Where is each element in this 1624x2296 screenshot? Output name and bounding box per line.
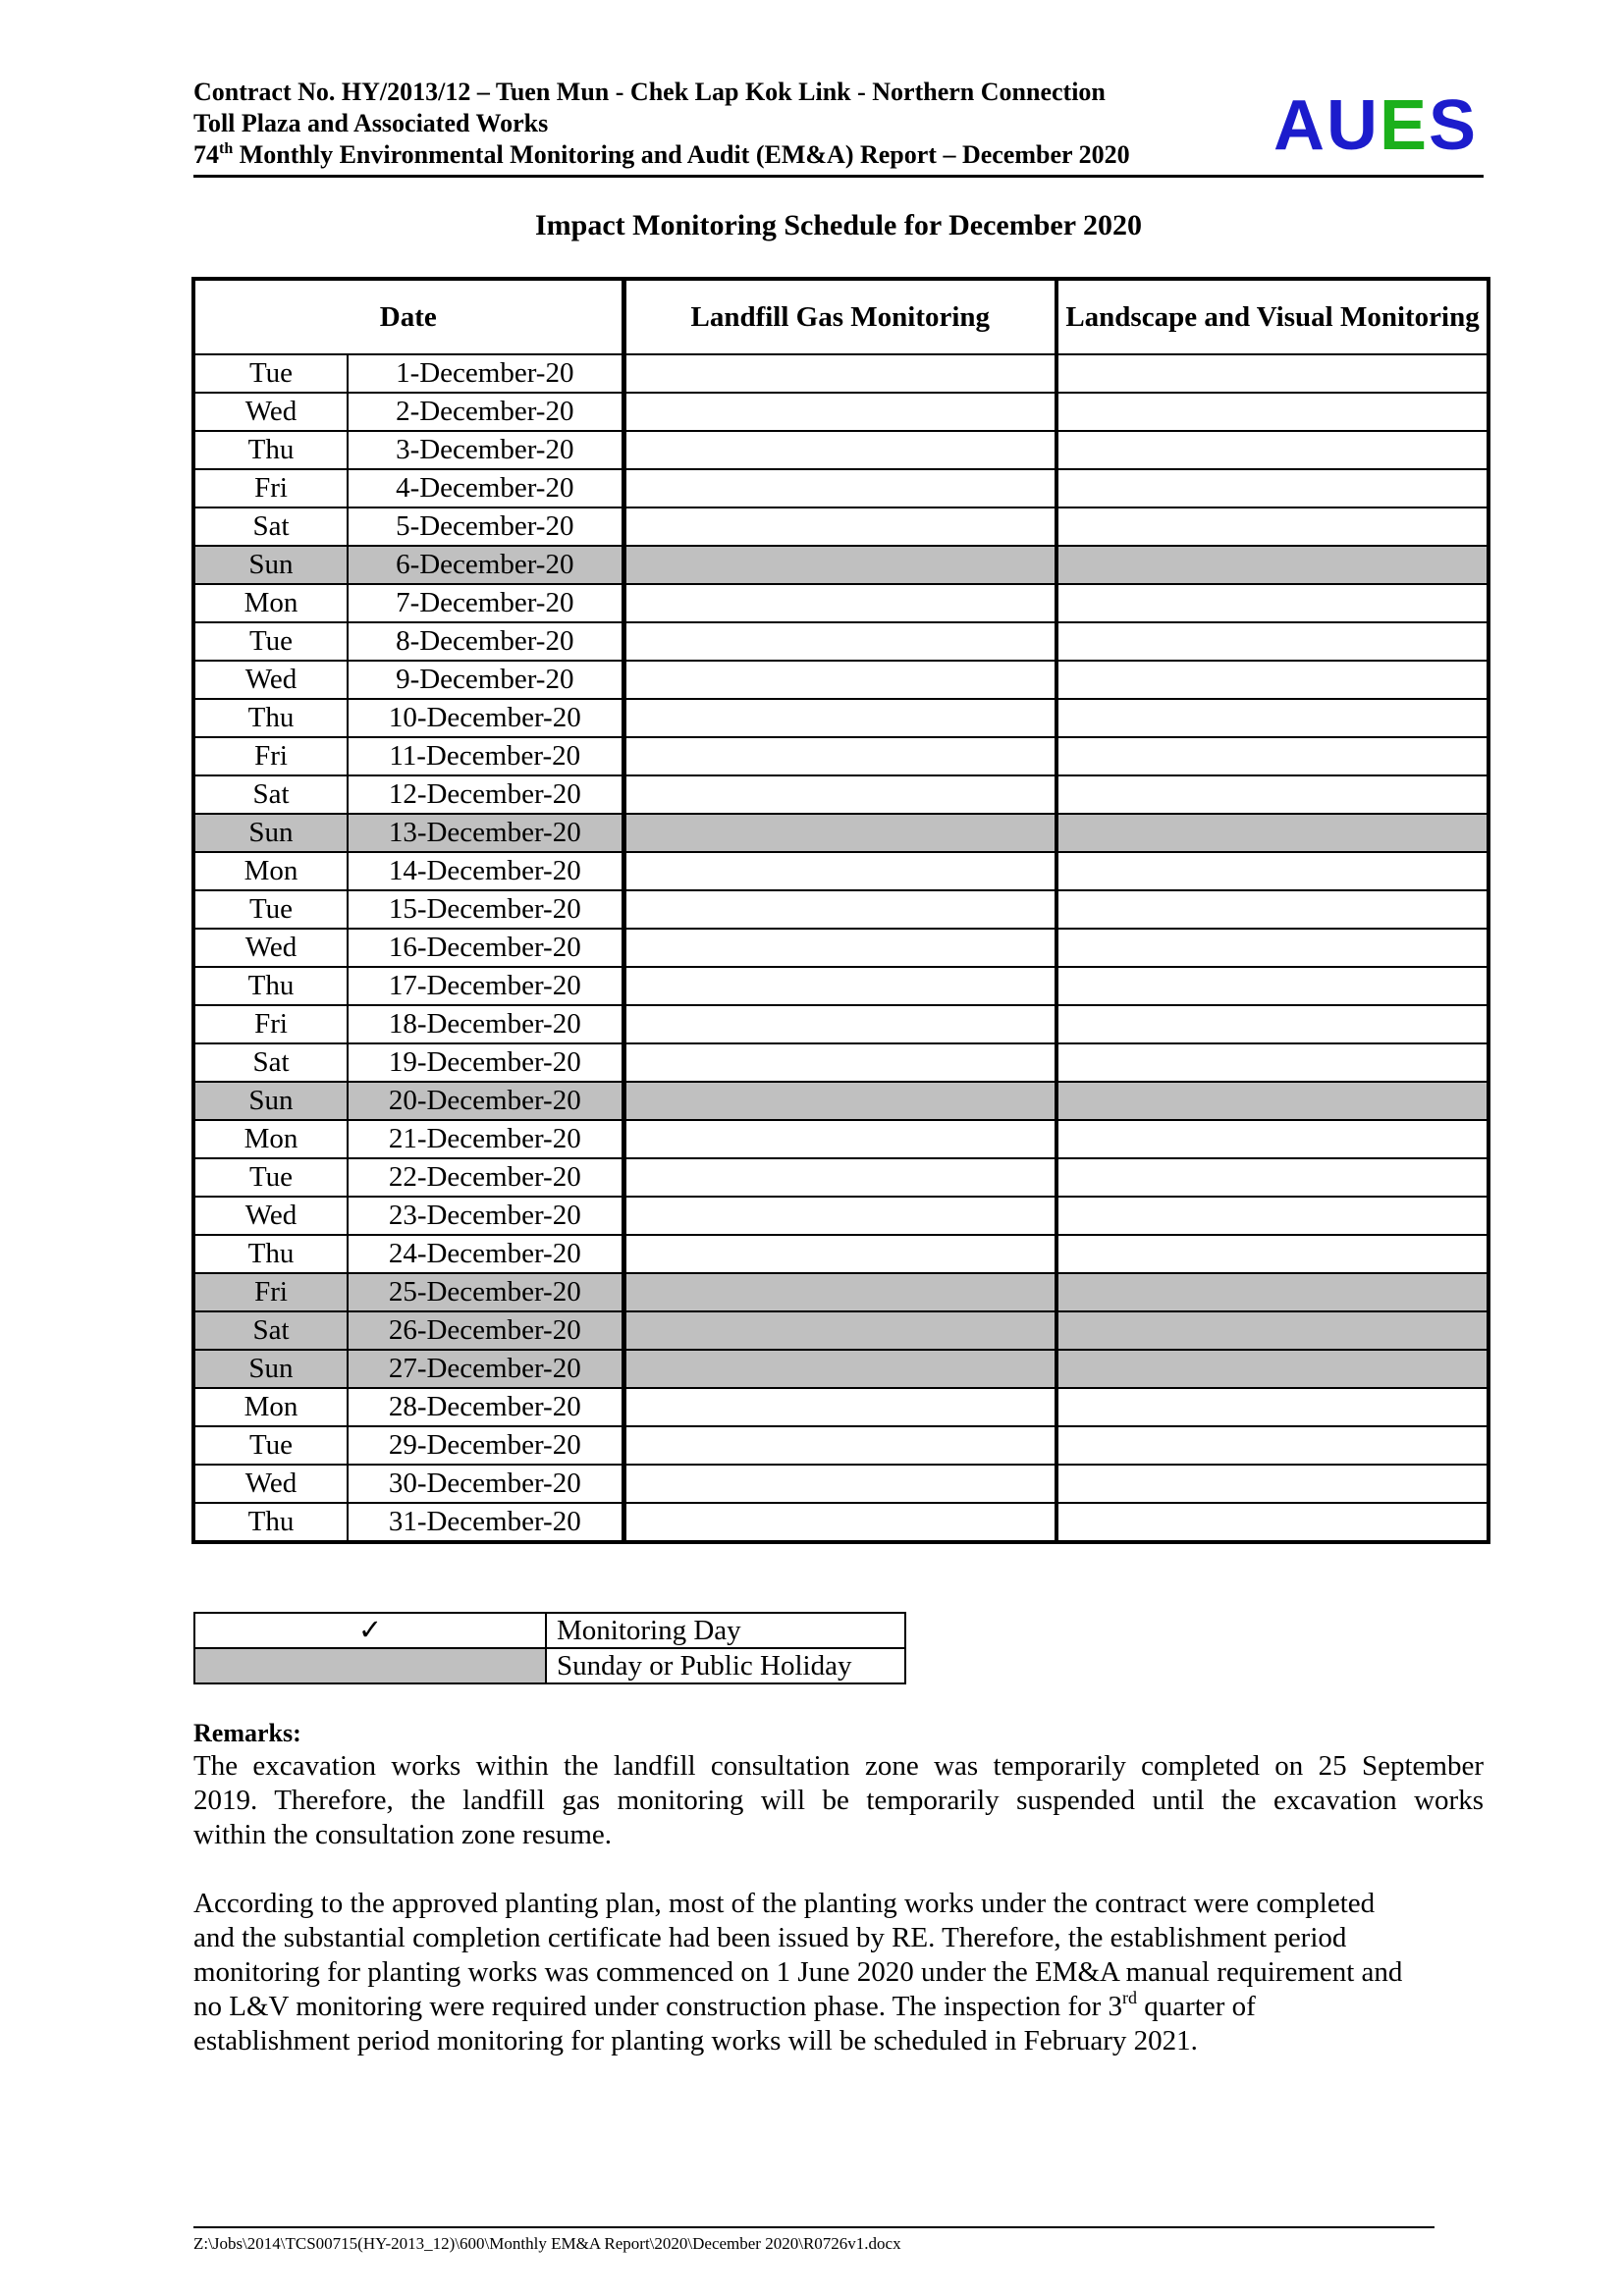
report-number-suffix: th <box>219 140 234 157</box>
table-row <box>193 1082 1489 1120</box>
day-of-week-cell: Wed <box>193 929 348 967</box>
day-of-week-cell: Tue <box>193 1426 348 1465</box>
monitoring-schedule-table <box>191 277 1490 1544</box>
remarks-p1-line: 2019. Therefore, the landfill gas monitoring will be temporarily suspended until the excavation works <box>193 1785 1484 1816</box>
landscape-visual-cell <box>1056 1005 1489 1043</box>
landscape-visual-cell <box>1056 1120 1489 1158</box>
landfill-gas-cell <box>623 661 1056 699</box>
landfill-gas-cell <box>623 1273 1056 1311</box>
remarks-p2-line4-start: no L&V monitoring were required under construction phase. The inspection for 3 <box>193 1991 1123 2022</box>
landscape-visual-cell <box>1056 1197 1489 1235</box>
date-cell: 19-December-20 <box>348 1043 623 1082</box>
footer-file-path: Z:\Jobs\2014\TCS00715(HY-2013_12)\600\Monthly EM&A Report\2020\December 2020\R0726v1.docx <box>193 2234 901 2253</box>
table-row <box>193 852 1489 890</box>
date-cell: 25-December-20 <box>348 1273 623 1311</box>
report-number: 74 <box>193 140 219 169</box>
landfill-gas-cell <box>623 929 1056 967</box>
date-cell: 9-December-20 <box>348 661 623 699</box>
day-of-week-cell: Fri <box>193 737 348 775</box>
day-of-week-cell: Tue <box>193 622 348 661</box>
date-cell: 16-December-20 <box>348 929 623 967</box>
date-cell: 31-December-20 <box>348 1503 623 1542</box>
landfill-gas-cell <box>623 1197 1056 1235</box>
date-cell: 22-December-20 <box>348 1158 623 1197</box>
date-cell: 7-December-20 <box>348 584 623 622</box>
landscape-visual-cell <box>1056 775 1489 814</box>
table-row <box>193 1350 1489 1388</box>
date-cell: 23-December-20 <box>348 1197 623 1235</box>
day-of-week-cell: Tue <box>193 890 348 929</box>
landfill-gas-cell <box>623 699 1056 737</box>
remarks-p2-line: establishment period monitoring for planting works will be scheduled in February 2021. <box>193 2025 1198 2056</box>
landscape-visual-cell <box>1056 393 1489 431</box>
table-row <box>193 737 1489 775</box>
table-row <box>193 1005 1489 1043</box>
legend-shade-swatch <box>194 1648 546 1683</box>
landfill-gas-cell <box>623 1388 1056 1426</box>
landfill-gas-cell <box>623 890 1056 929</box>
day-of-week-cell: Wed <box>193 393 348 431</box>
table-header-row <box>193 279 1489 354</box>
landfill-gas-cell <box>623 507 1056 546</box>
landfill-gas-cell <box>623 1005 1056 1043</box>
landscape-visual-cell <box>1056 1273 1489 1311</box>
day-of-week-cell: Wed <box>193 1465 348 1503</box>
landfill-gas-cell <box>623 393 1056 431</box>
landfill-gas-cell <box>623 584 1056 622</box>
table-row <box>193 1158 1489 1197</box>
column-header-landfill-gas: Landfill Gas Monitoring <box>623 279 1056 354</box>
remarks-p1-line: The excavation works within the landfill consultation zone was temporarily completed on 25 September <box>193 1750 1484 1782</box>
date-cell: 29-December-20 <box>348 1426 623 1465</box>
landscape-visual-cell <box>1056 890 1489 929</box>
remarks-p2-line: monitoring for planting works was commenced on 1 June 2020 under the EM&A manual requirement and <box>193 1956 1403 1988</box>
landfill-gas-cell <box>623 1350 1056 1388</box>
date-cell: 27-December-20 <box>348 1350 623 1388</box>
landfill-gas-cell <box>623 1043 1056 1082</box>
table-row <box>193 1120 1489 1158</box>
landfill-gas-cell <box>623 1311 1056 1350</box>
date-cell: 26-December-20 <box>348 1311 623 1350</box>
works-title: Toll Plaza and Associated Works <box>193 109 549 137</box>
landscape-visual-cell <box>1056 1082 1489 1120</box>
day-of-week-cell: Thu <box>193 1235 348 1273</box>
legend-label-holiday: Sunday or Public Holiday <box>546 1648 905 1683</box>
landscape-visual-cell <box>1056 622 1489 661</box>
landscape-visual-cell <box>1056 852 1489 890</box>
day-of-week-cell: Tue <box>193 1158 348 1197</box>
day-of-week-cell: Fri <box>193 469 348 507</box>
landscape-visual-cell <box>1056 469 1489 507</box>
landfill-gas-cell <box>623 775 1056 814</box>
remarks-paragraph-2 <box>193 1887 1484 2058</box>
footer-divider <box>193 2226 1435 2228</box>
date-cell: 28-December-20 <box>348 1388 623 1426</box>
date-cell: 8-December-20 <box>348 622 623 661</box>
table-row <box>193 1311 1489 1350</box>
contract-title: Contract No. HY/2013/12 – Tuen Mun - Chek Lap Kok Link - Northern Connection <box>193 78 1106 106</box>
report-title <box>193 139 1130 171</box>
table-row <box>193 1503 1489 1542</box>
landfill-gas-cell <box>623 1235 1056 1273</box>
landscape-visual-cell <box>1056 584 1489 622</box>
aues-logo <box>1272 86 1478 165</box>
table-row <box>193 507 1489 546</box>
remarks-p1-line: within the consultation zone resume. <box>193 1819 613 1850</box>
logo-letter-s: S <box>1428 86 1478 165</box>
landscape-visual-cell <box>1056 1311 1489 1350</box>
date-cell: 1-December-20 <box>348 354 623 393</box>
table-row <box>193 699 1489 737</box>
date-cell: 3-December-20 <box>348 431 623 469</box>
table-row <box>193 393 1489 431</box>
date-cell: 18-December-20 <box>348 1005 623 1043</box>
landscape-visual-cell <box>1056 1158 1489 1197</box>
day-of-week-cell: Sun <box>193 546 348 584</box>
landscape-visual-cell <box>1056 1235 1489 1273</box>
table-row <box>193 354 1489 393</box>
date-cell: 4-December-20 <box>348 469 623 507</box>
check-mark-icon: ✓ <box>194 1613 546 1648</box>
landfill-gas-cell <box>623 622 1056 661</box>
landscape-visual-cell <box>1056 431 1489 469</box>
legend-label-monitoring-day: Monitoring Day <box>546 1613 905 1648</box>
page-title: Impact Monitoring Schedule for December 2020 <box>535 209 1142 241</box>
table-row <box>193 1388 1489 1426</box>
report-name: Monthly Environmental Monitoring and Audit (EM&A) Report – December 2020 <box>233 140 1130 169</box>
day-of-week-cell: Thu <box>193 431 348 469</box>
day-of-week-cell: Tue <box>193 354 348 393</box>
day-of-week-cell: Thu <box>193 1503 348 1542</box>
landscape-visual-cell <box>1056 929 1489 967</box>
report-header <box>193 77 1484 178</box>
landfill-gas-cell <box>623 967 1056 1005</box>
legend-table <box>193 1612 906 1684</box>
table-row <box>193 622 1489 661</box>
legend-row-holiday <box>194 1648 905 1683</box>
landscape-visual-cell <box>1056 967 1489 1005</box>
logo-letter-u: U <box>1326 86 1380 165</box>
date-cell: 5-December-20 <box>348 507 623 546</box>
day-of-week-cell: Mon <box>193 1388 348 1426</box>
day-of-week-cell: Sun <box>193 814 348 852</box>
landscape-visual-cell <box>1056 546 1489 584</box>
landscape-visual-cell <box>1056 814 1489 852</box>
day-of-week-cell: Sat <box>193 1311 348 1350</box>
landfill-gas-cell <box>623 469 1056 507</box>
day-of-week-cell: Mon <box>193 1120 348 1158</box>
table-row <box>193 1043 1489 1082</box>
remarks-p2-line4-end: quarter of <box>1137 1991 1256 2022</box>
landfill-gas-cell <box>623 852 1056 890</box>
column-header-landscape-visual: Landscape and Visual Monitoring <box>1056 279 1489 354</box>
landfill-gas-cell <box>623 737 1056 775</box>
landfill-gas-cell <box>623 814 1056 852</box>
landfill-gas-cell <box>623 1120 1056 1158</box>
landfill-gas-cell <box>623 1426 1056 1465</box>
table-row <box>193 584 1489 622</box>
legend-row-monitoring <box>194 1613 905 1648</box>
date-cell: 17-December-20 <box>348 967 623 1005</box>
table-body <box>193 354 1489 1542</box>
landscape-visual-cell <box>1056 1503 1489 1542</box>
day-of-week-cell: Wed <box>193 1197 348 1235</box>
table-row <box>193 1426 1489 1465</box>
table-row <box>193 469 1489 507</box>
table-row <box>193 661 1489 699</box>
table-row <box>193 775 1489 814</box>
logo-letter-e: E <box>1379 86 1429 165</box>
date-cell: 11-December-20 <box>348 737 623 775</box>
date-cell: 2-December-20 <box>348 393 623 431</box>
date-cell: 14-December-20 <box>348 852 623 890</box>
date-cell: 10-December-20 <box>348 699 623 737</box>
date-cell: 21-December-20 <box>348 1120 623 1158</box>
column-header-date: Date <box>193 279 623 354</box>
landscape-visual-cell <box>1056 354 1489 393</box>
table-row <box>193 1465 1489 1503</box>
landfill-gas-cell <box>623 1158 1056 1197</box>
remarks-p2-line: and the substantial completion certificate had been issued by RE. Therefore, the establishment period <box>193 1922 1347 1953</box>
landfill-gas-cell <box>623 1082 1056 1120</box>
remarks-heading: Remarks: <box>193 1719 301 1747</box>
ordinal-suffix: rd <box>1122 1988 1138 2007</box>
day-of-week-cell: Wed <box>193 661 348 699</box>
landscape-visual-cell <box>1056 1350 1489 1388</box>
landscape-visual-cell <box>1056 1043 1489 1082</box>
day-of-week-cell: Sat <box>193 507 348 546</box>
landscape-visual-cell <box>1056 1388 1489 1426</box>
day-of-week-cell: Mon <box>193 852 348 890</box>
day-of-week-cell: Sat <box>193 1043 348 1082</box>
date-cell: 30-December-20 <box>348 1465 623 1503</box>
landscape-visual-cell <box>1056 661 1489 699</box>
table-row <box>193 1197 1489 1235</box>
date-cell: 15-December-20 <box>348 890 623 929</box>
landfill-gas-cell <box>623 431 1056 469</box>
landscape-visual-cell <box>1056 1426 1489 1465</box>
date-cell: 12-December-20 <box>348 775 623 814</box>
day-of-week-cell: Thu <box>193 967 348 1005</box>
landscape-visual-cell <box>1056 699 1489 737</box>
landscape-visual-cell <box>1056 1465 1489 1503</box>
table-row <box>193 890 1489 929</box>
day-of-week-cell: Fri <box>193 1005 348 1043</box>
day-of-week-cell: Sat <box>193 775 348 814</box>
landscape-visual-cell <box>1056 737 1489 775</box>
table-row <box>193 546 1489 584</box>
day-of-week-cell: Fri <box>193 1273 348 1311</box>
day-of-week-cell: Mon <box>193 584 348 622</box>
day-of-week-cell: Sun <box>193 1350 348 1388</box>
landscape-visual-cell <box>1056 507 1489 546</box>
table-row <box>193 929 1489 967</box>
table-row <box>193 431 1489 469</box>
table-row <box>193 1235 1489 1273</box>
table-row <box>193 814 1489 852</box>
landfill-gas-cell <box>623 1465 1056 1503</box>
landfill-gas-cell <box>623 1503 1056 1542</box>
day-of-week-cell: Thu <box>193 699 348 737</box>
landfill-gas-cell <box>623 546 1056 584</box>
remarks-p2-line: According to the approved planting plan, most of the planting works under the contract were completed <box>193 1888 1376 1919</box>
date-cell: 13-December-20 <box>348 814 623 852</box>
landfill-gas-cell <box>623 354 1056 393</box>
date-cell: 6-December-20 <box>348 546 623 584</box>
date-cell: 20-December-20 <box>348 1082 623 1120</box>
day-of-week-cell: Sun <box>193 1082 348 1120</box>
table-row <box>193 1273 1489 1311</box>
logo-letter-a: A <box>1272 86 1326 165</box>
table-row <box>193 967 1489 1005</box>
remarks-paragraph-1 <box>193 1749 1484 1852</box>
date-cell: 24-December-20 <box>348 1235 623 1273</box>
remarks-p2-line <box>193 1990 1484 2024</box>
